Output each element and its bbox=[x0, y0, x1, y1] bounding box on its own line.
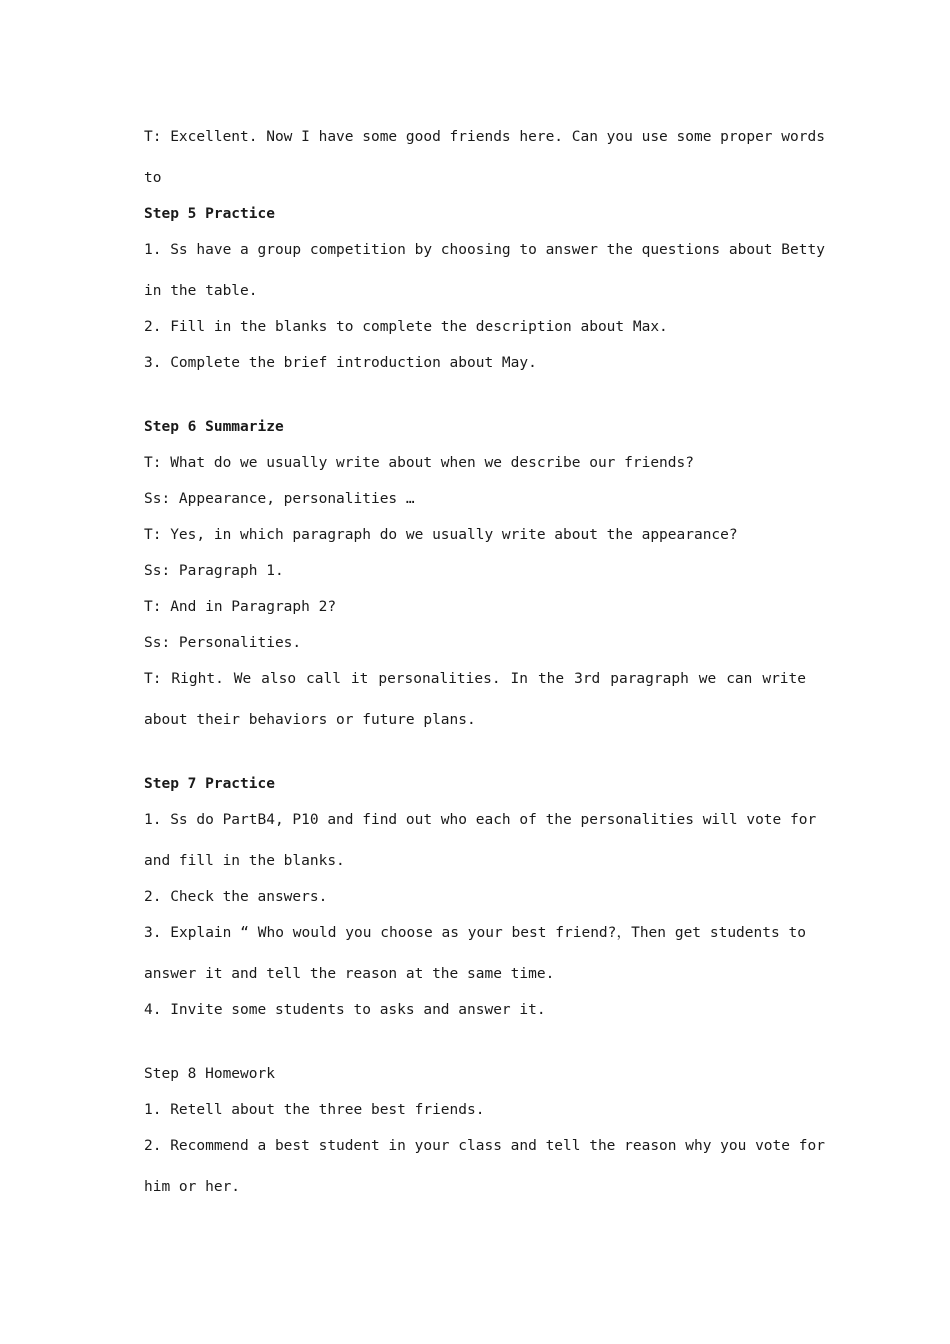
step8-heading: Step 8 Homework bbox=[144, 1066, 275, 1082]
step5-item1-line2: in the table. bbox=[144, 283, 258, 299]
step8-item2-line2: him or her. bbox=[144, 1179, 241, 1195]
step5-heading: Step 5 Practice bbox=[144, 206, 275, 222]
step6-dialogue-line: T: Yes, in which paragraph do we usually write about the appearance? bbox=[144, 527, 738, 543]
step6-last-line-1: T: Right. We also call it personalities. In the 3rd paragraph we can write bbox=[144, 671, 806, 687]
step8-item1: 1. Retell about the three best friends. bbox=[144, 1102, 485, 1118]
document-page bbox=[144, 0, 825, 1344]
step5-item2: 2. Fill in the blanks to complete the description about Max. bbox=[144, 319, 668, 335]
step6-last-line-2: about their behaviors or future plans. bbox=[144, 712, 476, 728]
step6-dialogue-line: Ss: Paragraph 1. bbox=[144, 563, 284, 579]
step7-item3-line2: answer it and tell the reason at the same time. bbox=[144, 966, 555, 982]
step7-item1-line1: 1. Ss do PartB4, P10 and find out who each of the personalities will vote for bbox=[144, 812, 817, 828]
step7-item2: 2. Check the answers. bbox=[144, 889, 328, 905]
step6-dialogue-line: T: What do we usually write about when we describe our friends? bbox=[144, 455, 694, 471]
step6-dialogue-line: Ss: Personalities. bbox=[144, 635, 302, 651]
step6-dialogue-line: T: And in Paragraph 2? bbox=[144, 599, 337, 615]
step7-item3-line1: 3. Explain “ Who would you choose as your best friend?，Then get students to bbox=[144, 925, 806, 941]
step6-heading: Step 6 Summarize bbox=[144, 419, 284, 435]
step5-item3: 3. Complete the brief introduction about May. bbox=[144, 355, 537, 371]
step5-item1-line1: 1. Ss have a group competition by choosing to answer the questions about Betty bbox=[144, 242, 825, 258]
step7-item1-line2: and fill in the blanks. bbox=[144, 853, 345, 869]
intro-line-2: to bbox=[144, 170, 162, 186]
step8-item2-line1: 2. Recommend a best student in your class and tell the reason why you vote for bbox=[144, 1138, 825, 1154]
step7-heading: Step 7 Practice bbox=[144, 776, 275, 792]
step7-item4: 4. Invite some students to asks and answer it. bbox=[144, 1002, 546, 1018]
intro-line-1: T: Excellent. Now I have some good friends here. Can you use some proper words bbox=[144, 129, 825, 145]
step6-dialogue-line: Ss: Appearance, personalities … bbox=[144, 491, 415, 507]
